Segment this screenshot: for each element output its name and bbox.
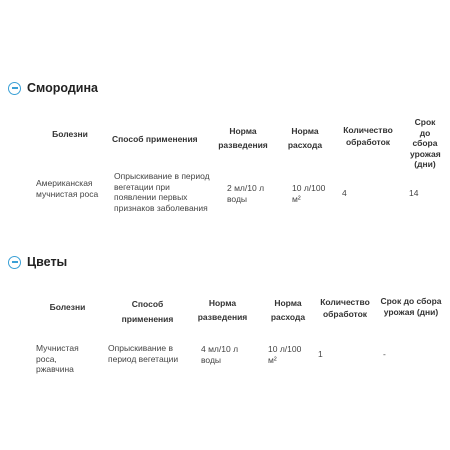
cell-method: Опрыскивание в период вегетации при появлении первых признаков заболевания <box>114 171 210 213</box>
cell-treatments: 1 <box>318 349 323 359</box>
header-treatments: Количество обработок <box>320 297 370 319</box>
cell-days: 14 <box>409 188 419 198</box>
header-days: Срок до сбора урожая (дни) <box>410 117 441 169</box>
cell-method: Опрыскивание в период вегетации <box>108 343 179 364</box>
collapse-icon[interactable] <box>8 256 21 269</box>
cell-disease: Мучнистая роса, ржавчина <box>36 343 79 374</box>
header-treatments: Количество обработок <box>343 125 393 147</box>
header-disease: Болезни <box>52 129 88 139</box>
cell-consumption: 10 л/100 м² <box>268 344 302 365</box>
header-dilution: Норма разведения <box>218 126 268 150</box>
section-title-tsvety[interactable] <box>8 255 67 269</box>
cell-days: - <box>383 349 386 359</box>
section-title-text: Цветы <box>27 255 68 269</box>
cell-disease: Американская мучнистая роса <box>36 178 99 199</box>
cell-treatments: 4 <box>342 188 347 198</box>
cell-dilution: 4 мл/10 л воды <box>201 344 239 365</box>
section-title-smorodina[interactable] <box>8 81 98 95</box>
header-days: Срок до сбора урожая (дни) <box>380 296 442 317</box>
cell-dilution: 2 мл/10 л воды <box>227 183 265 204</box>
header-consumption: Норма расхода <box>270 298 306 322</box>
collapse-icon[interactable] <box>8 82 21 95</box>
header-dilution: Норма разведения <box>197 298 248 322</box>
header-method: Способ применения <box>121 299 174 324</box>
header-method: Способ применения <box>112 134 198 144</box>
cell-consumption: 10 л/100 м² <box>292 183 326 204</box>
header-disease: Болезни <box>49 302 86 312</box>
header-consumption: Норма расхода <box>287 126 323 150</box>
section-title-text: Смородина <box>27 81 98 95</box>
